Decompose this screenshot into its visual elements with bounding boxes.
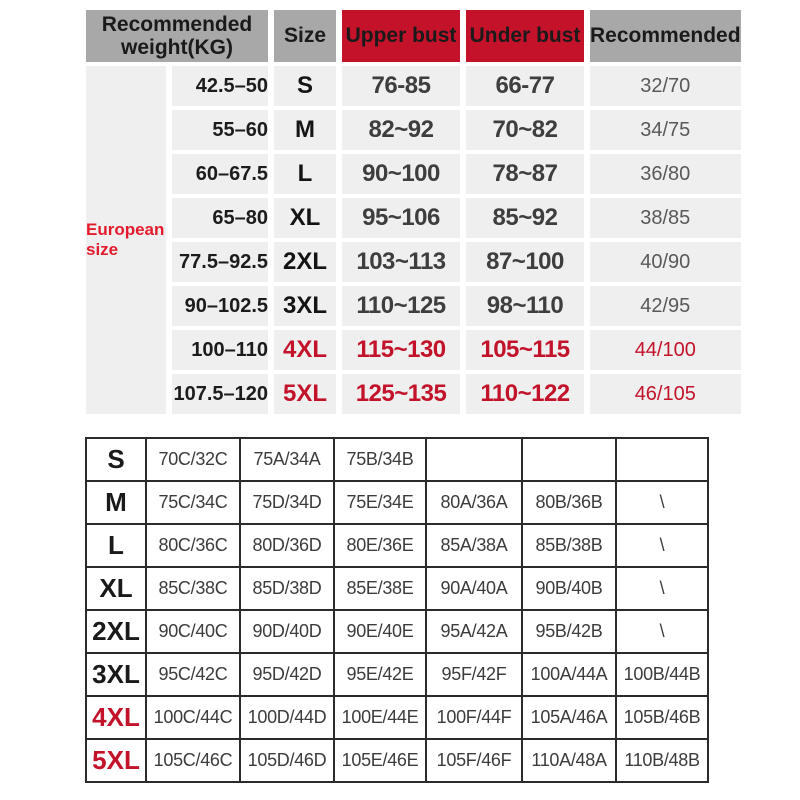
bra-size-cell: 85D/38D: [240, 567, 334, 610]
upper-bust-cell: 125~135: [342, 374, 460, 414]
under-bust-cell: 85~92: [466, 198, 584, 238]
upper-bust-cell: 90~100: [342, 154, 460, 194]
under-bust-cell: 87~100: [466, 242, 584, 282]
table-row: [86, 286, 741, 326]
bra-size-cell: 100B/44B: [616, 653, 708, 696]
row-label-cell: 5XL: [86, 739, 146, 782]
bra-size-cell: 105B/46B: [616, 696, 708, 739]
bra-size-cell: 95F/42F: [426, 653, 522, 696]
under-bust-cell: 110~122: [466, 374, 584, 414]
bra-size-cell: 85A/38A: [426, 524, 522, 567]
bra-size-cell: 80C/36C: [146, 524, 240, 567]
table-row: [86, 653, 708, 696]
bra-size-cell: 80D/36D: [240, 524, 334, 567]
bra-size-cell: 105F/46F: [426, 739, 522, 782]
header-cell-size: Size: [274, 10, 336, 62]
bra-size-cell: 105E/46E: [334, 739, 426, 782]
bra-size-cell: 90E/40E: [334, 610, 426, 653]
bra-size-cell: 110B/48B: [616, 739, 708, 782]
bra-size-cell: \: [616, 567, 708, 610]
header-cell-recommended: Recommended: [590, 10, 741, 62]
bra-size-cell: 100F/44F: [426, 696, 522, 739]
size-cell: 2XL: [274, 242, 336, 282]
recommended-cell: 34/75: [590, 110, 741, 150]
row-label-cell: XL: [86, 567, 146, 610]
table-row: [86, 438, 708, 481]
size-cell: 4XL: [274, 330, 336, 370]
size-cell: XL: [274, 198, 336, 238]
bra-size-cell: 75A/34A: [240, 438, 334, 481]
bra-size-cell: 80B/36B: [522, 481, 616, 524]
bra-size-cell: 70C/32C: [146, 438, 240, 481]
size-cell: S: [274, 66, 336, 106]
row-label-cell: 3XL: [86, 653, 146, 696]
bra-size-cell: 75C/34C: [146, 481, 240, 524]
bra-size-cell: \: [616, 610, 708, 653]
weight-cell: 100–110: [172, 330, 268, 370]
bra-size-cell: 95D/42D: [240, 653, 334, 696]
row-label-cell: L: [86, 524, 146, 567]
bra-size-cell: 100E/44E: [334, 696, 426, 739]
bra-size-cell: 90D/40D: [240, 610, 334, 653]
bra-size-cell: 85C/38C: [146, 567, 240, 610]
recommended-cell: 40/90: [590, 242, 741, 282]
under-bust-cell: 66-77: [466, 66, 584, 106]
table-row: [86, 110, 741, 150]
row-label-cell: S: [86, 438, 146, 481]
recommended-cell: 38/85: [590, 198, 741, 238]
measurement-size-table: [80, 6, 747, 418]
size-cell: L: [274, 154, 336, 194]
bra-size-cell: 100D/44D: [240, 696, 334, 739]
header-row: [86, 10, 741, 62]
upper-bust-cell: 82~92: [342, 110, 460, 150]
bra-size-cell: 105A/46A: [522, 696, 616, 739]
table-row-highlighted: [86, 739, 708, 782]
bra-size-cell: 90A/40A: [426, 567, 522, 610]
weight-cell: 77.5–92.5: [172, 242, 268, 282]
weight-cell: 90–102.5: [172, 286, 268, 326]
bra-size-cell: 85E/38E: [334, 567, 426, 610]
recommended-cell: 36/80: [590, 154, 741, 194]
under-bust-cell: 98~110: [466, 286, 584, 326]
bra-size-cell: 75D/34D: [240, 481, 334, 524]
bra-size-cell: 95A/42A: [426, 610, 522, 653]
bra-size-cell: 95C/42C: [146, 653, 240, 696]
size-cell: M: [274, 110, 336, 150]
bra-size-cell: [522, 438, 616, 481]
row-label-cell: 2XL: [86, 610, 146, 653]
table-row: [86, 198, 741, 238]
table-row: [86, 524, 708, 567]
bra-size-conversion-table: [85, 437, 709, 783]
upper-bust-cell: 76-85: [342, 66, 460, 106]
upper-bust-cell: 110~125: [342, 286, 460, 326]
bra-size-cell: 105D/46D: [240, 739, 334, 782]
european-size-label: European size: [86, 66, 166, 414]
table-row-highlighted: [86, 374, 741, 414]
size-cell: 5XL: [274, 374, 336, 414]
bra-size-cell: 90C/40C: [146, 610, 240, 653]
weight-cell: 42.5–50: [172, 66, 268, 106]
upper-bust-cell: 115~130: [342, 330, 460, 370]
header-cell-recommended-weight: Recommended weight(KG): [86, 10, 268, 62]
bra-size-cell: [616, 438, 708, 481]
bra-size-cell: [426, 438, 522, 481]
upper-bust-cell: 103~113: [342, 242, 460, 282]
row-label-cell: 4XL: [86, 696, 146, 739]
recommended-cell: 46/105: [590, 374, 741, 414]
table-row: [86, 154, 741, 194]
bra-size-cell: 75E/34E: [334, 481, 426, 524]
table-row: [86, 567, 708, 610]
weight-cell: 107.5–120: [172, 374, 268, 414]
recommended-cell: 44/100: [590, 330, 741, 370]
bra-size-cell: 95B/42B: [522, 610, 616, 653]
bra-size-cell: 85B/38B: [522, 524, 616, 567]
recommended-cell: 32/70: [590, 66, 741, 106]
under-bust-cell: 78~87: [466, 154, 584, 194]
bra-size-cell: 100C/44C: [146, 696, 240, 739]
bra-size-cell: 75B/34B: [334, 438, 426, 481]
upper-bust-cell: 95~106: [342, 198, 460, 238]
table-row: [86, 481, 708, 524]
bra-size-cell: 110A/48A: [522, 739, 616, 782]
table-row: [86, 610, 708, 653]
bra-size-cell: \: [616, 524, 708, 567]
bra-size-cell: 95E/42E: [334, 653, 426, 696]
table-row: [86, 242, 741, 282]
table-row-highlighted: [86, 330, 741, 370]
bra-size-cell: \: [616, 481, 708, 524]
bra-size-cell: 80A/36A: [426, 481, 522, 524]
recommended-cell: 42/95: [590, 286, 741, 326]
size-cell: 3XL: [274, 286, 336, 326]
header-cell-under-bust: Under bust: [466, 10, 584, 62]
header-cell-upper-bust: Upper bust: [342, 10, 460, 62]
table-row: [86, 66, 741, 106]
table-row-highlighted: [86, 696, 708, 739]
under-bust-cell: 70~82: [466, 110, 584, 150]
under-bust-cell: 105~115: [466, 330, 584, 370]
weight-cell: 55–60: [172, 110, 268, 150]
row-label-cell: M: [86, 481, 146, 524]
weight-cell: 60–67.5: [172, 154, 268, 194]
bra-size-cell: 90B/40B: [522, 567, 616, 610]
bra-size-cell: 80E/36E: [334, 524, 426, 567]
weight-cell: 65–80: [172, 198, 268, 238]
bra-size-cell: 100A/44A: [522, 653, 616, 696]
bra-size-cell: 105C/46C: [146, 739, 240, 782]
